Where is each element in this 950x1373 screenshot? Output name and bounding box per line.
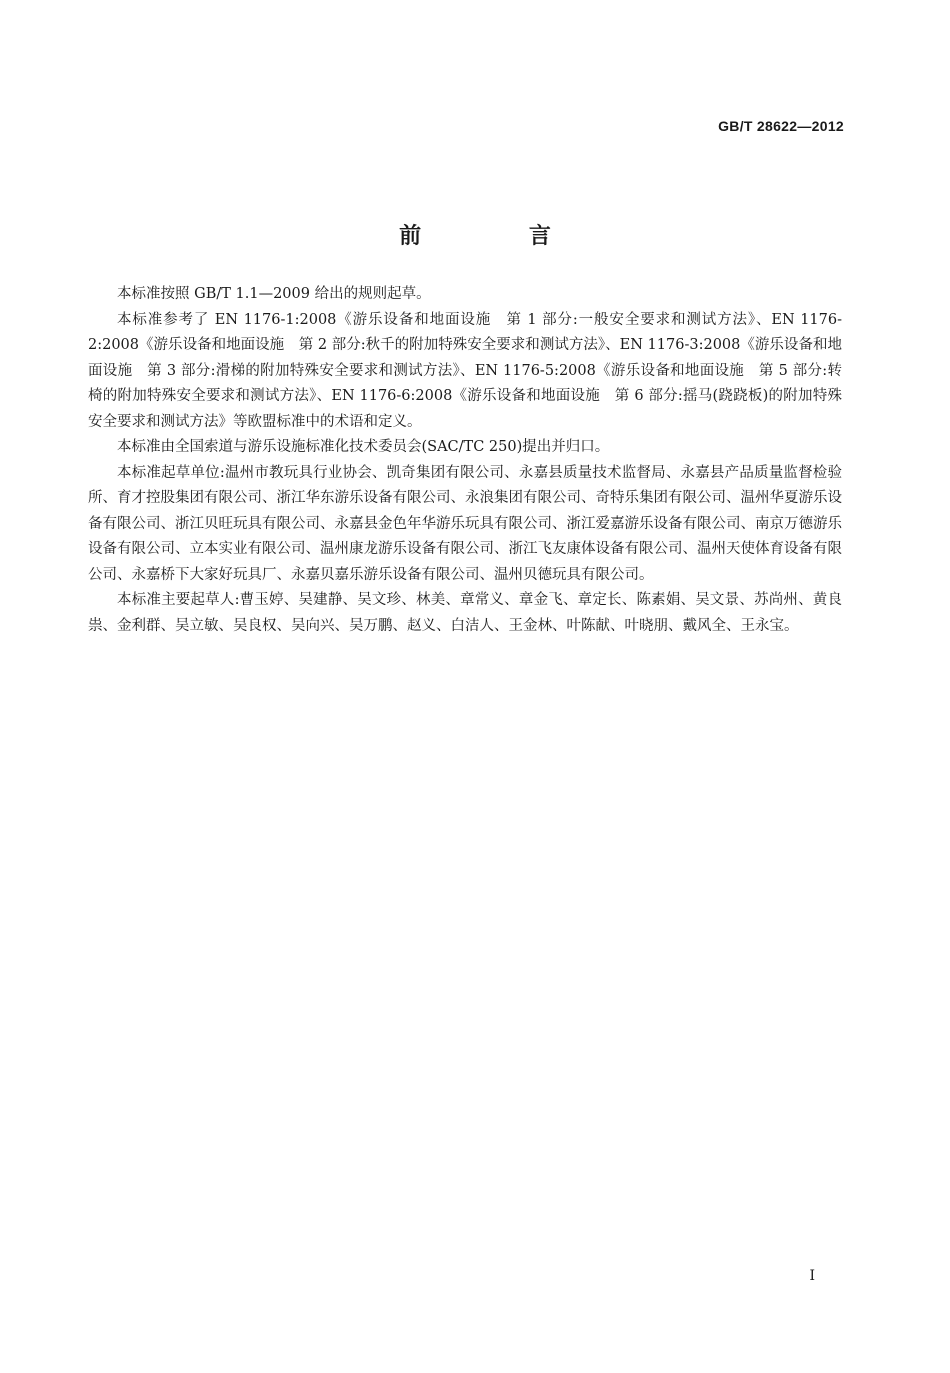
paragraph-drafting-units: 本标准起草单位:温州市教玩具行业协会、凯奇集团有限公司、永嘉县质量技术监督局、永嘉县产品质量监督检验所、育才控股集团有限公司、浙江华东游乐设备有限公司、永浪集团有限公司、奇特乐集团有限公司、温州华夏游乐设备有限公司、浙江贝旺玩具有限公司、永嘉县金色年华游乐玩具有限公司、浙江爱嘉游乐设备有限公司、南京万德游乐设备有限公司、立本实业有限公司、温州康龙游乐设备有限公司、浙江飞友康体设备有限公司、温州天使体育设备有限公司、永嘉桥下大家好玩具厂、永嘉贝嘉乐游乐设备有限公司、温州贝德玩具有限公司。: [88, 464, 842, 583]
standard-code: GB/T 28622—2012: [718, 118, 844, 134]
paragraph-drafters: 本标准主要起草人:曹玉婷、吴建静、吴文珍、林美、章常义、章金飞、章定长、陈素娟、吴文景、苏尚州、黄良祟、金利群、吴立敏、吴良权、吴向兴、吴万鹏、赵义、白洁人、王金林、叶陈献、叶晓朋、戴风全、王永宝。: [88, 592, 842, 634]
paragraph-drafting-rules: 本标准按照 GB/T 1.1—2009 给出的规则起草。: [117, 286, 431, 302]
paragraph-references: 本标准参考了 EN 1176-1:2008《游乐设备和地面设施 第 1 部分:一般安全要求和测试方法》、EN 1176-2:2008《游乐设备和地面设施 第 2 部分:秋千的附加特殊安全要求和测试方法》、EN 1176-3:2008《游乐设备和地面设施 第 3 部分:滑梯的附加特殊安全要求和测试方法》、EN 1176-5:2008《游乐设备和地面设施 第 5 部分:转椅的附加特殊安全要求和测试方法》、EN 1176-6:2008《游乐设备和地面设施 第 6 部分:摇马(跷跷板)的附加特殊安全要求和测试方法》等欧盟标准中的术语和定义。: [88, 311, 842, 430]
foreword-body: [88, 282, 842, 639]
paragraph-committee: 本标准由全国索道与游乐设施标准化技术委员会(SAC/TC 250)提出并归口。: [117, 439, 610, 455]
page-number: I: [809, 1268, 815, 1284]
page-title: 前 言: [399, 223, 601, 249]
